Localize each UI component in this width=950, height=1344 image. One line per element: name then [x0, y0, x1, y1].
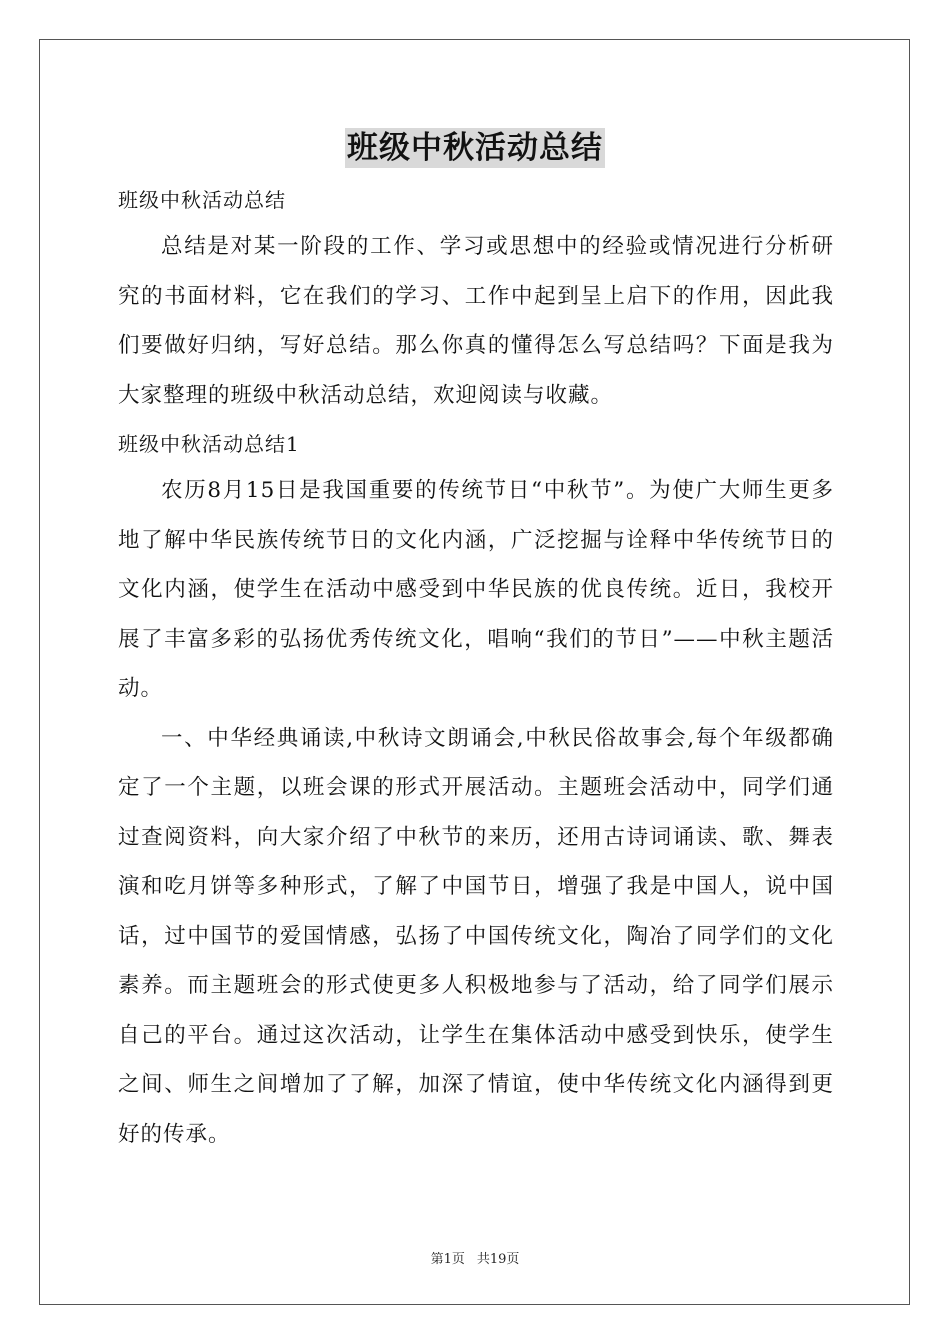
- page-total: 共19页: [476, 1252, 520, 1267]
- section-1-heading: 班级中秋活动总结1: [118, 432, 300, 456]
- intro-paragraph: 总结是对某一阶段的工作、学习或思想中的经验或情况进行分析研究的书面材料，它在我们的学习、工作中起到呈上启下的作用，因此我们要做好归纳，写好总结。那么你真的懂得怎么写总结吗？下面是我为大家整理的班级中秋活动总结，欢迎阅读与收藏。: [118, 234, 834, 408]
- section-1-paragraph-2: 一、中华经典诵读,中秋诗文朗诵会,中秋民俗故事会,每个年级都确定了一个主题，以班会课的形式开展活动。主题班会活动中，同学们通过查阅资料，向大家介绍了中秋节的来历，还用古诗词诵读、歌、舞表演和吃月饼等多种形式，了解了中国节日，增强了我是中国人，说中国话，过中国节的爱国情感，弘扬了中国传统文化，陶冶了同学们的文化素养。而主题班会的形式使更多人积极地参与了活动，给了同学们展示自己的平台。通过这次活动，让学生在集体活动中感受到快乐，使学生之间、师生之间增加了了解，加深了情谊，使中华传统文化内涵得到更好的传承。: [118, 725, 834, 1147]
- document-title: 班级中秋活动总结: [347, 130, 603, 166]
- section-1-paragraph-1: 农历8月15日是我国重要的传统节日“中秋节”。为使广大师生更多地了解中华民族传统节日的文化内涵，广泛挖掘与诠释中华传统节日的文化内涵，使学生在活动中感受到中华民族的优良传统。近日，我校开展了丰富多彩的弘扬优秀传统文化，唱响“我们的节日”——中秋主题活动。: [118, 478, 834, 701]
- subtitle-heading: 班级中秋活动总结: [118, 188, 286, 212]
- page-footer: [0, 1248, 950, 1267]
- document-body: [118, 178, 834, 1159]
- title-container: [0, 128, 950, 168]
- page-number: 第1页: [430, 1252, 465, 1267]
